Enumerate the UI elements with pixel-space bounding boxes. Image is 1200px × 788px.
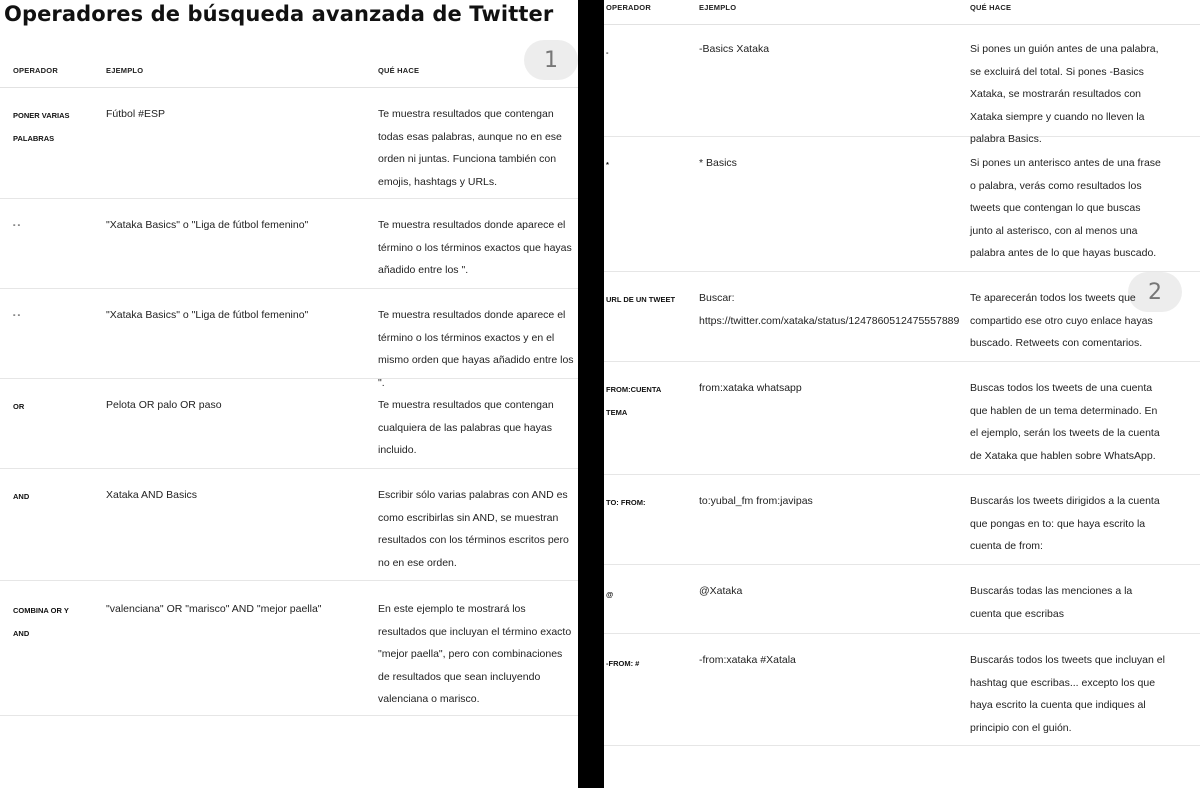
operators-table-1 [0,40,578,716]
operator-cell: PONER VARIAS PALABRAS [13,111,70,143]
example-cell: Pelota OR palo OR paso [106,399,222,411]
table-row [0,289,578,389]
header-operador: OPERADOR [606,3,651,12]
table-row [0,379,578,469]
example-cell: @Xataka [699,585,743,597]
example-cell: from:xataka whatsapp [699,382,802,394]
page-title: Operadores de búsqueda avanzada de Twitter [4,2,554,26]
table-row [604,634,1200,746]
table-row [0,581,578,716]
description-cell: Si pones un anterisco antes de una frase o palabra, verás como resultados los tweets que contengan lo que buscas junto al asterisco, con al menos una palabra antes de lo que hayas buscado. [970,157,1161,259]
operator-cell: URL DE UN TWEET [606,295,676,304]
operator-cell: - - [13,220,21,229]
example-cell: Xataka AND Basics [106,489,198,501]
description-cell: Si pones un guión antes de una palabra, se excluirá del total. Si pones -Basics Xataka, se mostrarán resultados con Xataka siempre y cuando no lleven la palabra Basics. [970,43,1159,145]
description-cell: Escribir sólo varias palabras con AND es como escribirlas sin AND, se muestran resultados con los términos escritos pero no en ese orden. [378,489,569,569]
table-row [604,272,1200,362]
example-cell: Buscar: https://twitter.com/xataka/status/1247860512475557889 [699,292,960,327]
operator-cell: TO: FROM: [606,498,646,507]
description-cell: Buscarás los tweets dirigidos a la cuenta que pongas en to: que haya escrito la cuenta de from: [970,495,1160,552]
table-row [604,475,1200,565]
operator-cell: * [606,160,609,169]
example-cell: -Basics Xataka [699,43,770,55]
header-ejemplo: EJEMPLO [699,3,737,12]
example-cell: "Xataka Basics" o "Liga de fútbol femenino" [106,219,309,231]
operator-cell: AND [13,492,30,501]
header-operador: OPERADOR [13,66,58,75]
example-cell: * Basics [699,157,737,169]
description-cell: Buscarás todos los tweets que incluyan el hashtag que escribas... excepto los que haya escrito la cuenta que indiques al principio con el guión. [970,654,1165,734]
page-number-badge-1: 1 [524,40,578,80]
table-row [604,137,1200,272]
table-header [0,40,578,88]
example-cell: "Xataka Basics" o "Liga de fútbol femenino" [106,309,309,321]
operator-cell: - [606,48,609,57]
example-cell: Fútbol #ESP [106,108,165,120]
table-row [604,362,1200,475]
operator-cell: OR [13,402,25,411]
operators-table-2 [604,0,1200,746]
operator-cell: FROM:CUENTA TEMA [606,385,661,417]
table-row [0,88,578,199]
example-cell: "valenciana" OR "marisco" AND "mejor paella" [106,603,322,615]
example-cell: to:yubal_fm from:javipas [699,495,813,507]
example-cell: -from:xataka #Xatala [699,654,796,666]
operator-cell: @ [606,590,614,599]
description-cell: Te muestra resultados que contengan cualquiera de las palabras que hayas incluido. [378,399,554,456]
operator-cell: COMBINA OR Y AND [13,606,69,638]
table-header [604,0,1200,25]
panel-left [0,0,578,788]
table-row [604,25,1200,145]
header-que-hace: QUÉ HACE [378,66,420,75]
page-number-badge-2: 2 [1128,272,1182,312]
description-cell: Te muestra resultados donde aparece el término o los términos exactos que hayas añadido entre los ". [378,219,572,276]
description-cell: Te aparecerán todos los tweets que compartido ese otro cuyo enlace hayas buscado. Retweets con comentarios. [970,292,1153,349]
description-cell: Buscarás todas las menciones a la cuenta que escribas [970,585,1133,620]
table-row [604,565,1200,634]
operator-cell: -FROM: # [606,659,640,668]
description-cell: Buscas todos los tweets de una cuenta que hablen de un tema determinado. En el ejemplo, serán los tweets de la cuenta de Xataka que hablen sobre WhatsApp. [970,382,1160,462]
description-cell: Te muestra resultados donde aparece el término o los términos exactos y en el mismo orden que hayas añadido entre los ". [378,309,574,389]
header-que-hace: QUÉ HACE [970,3,1012,12]
operator-cell: - - [13,310,21,319]
panel-right [604,0,1200,788]
description-cell: Te muestra resultados que contengan todas esas palabras, aunque no en ese orden ni juntas. Funciona también con emojis, hashtags y URLs. [378,108,562,188]
table-row [0,199,578,289]
table-row [0,469,578,581]
header-ejemplo: EJEMPLO [106,66,144,75]
description-cell: En este ejemplo te mostrará los resultados que incluyan el término exacto "mejor paella", pero con combinaciones de resultados que sean incluyendo valenciana o marisco. [378,603,572,705]
